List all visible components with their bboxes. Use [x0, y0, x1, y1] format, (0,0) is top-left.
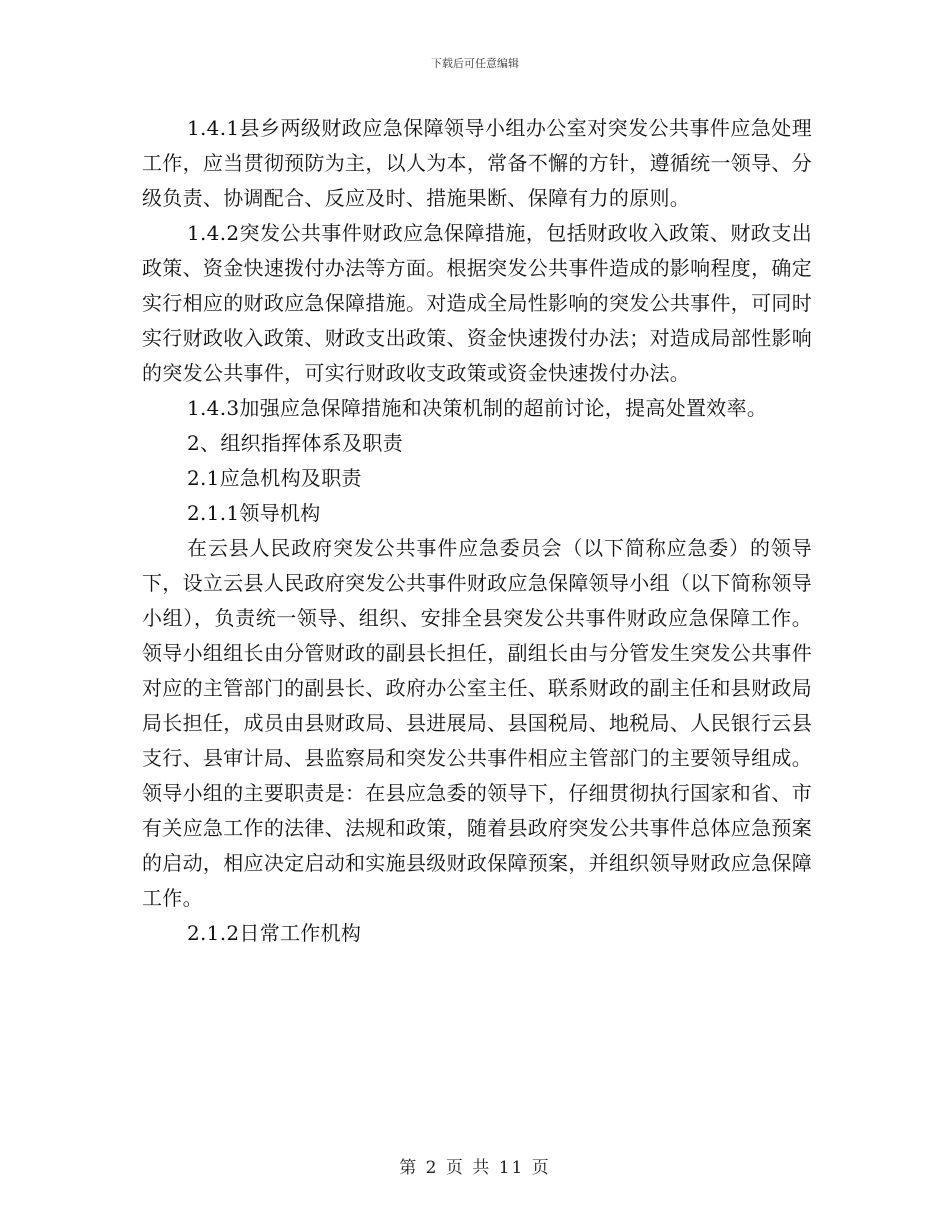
section-heading-2-1-1: 2.1.1领导机构 [187, 501, 321, 525]
paragraph-1-4-2: 1.4.2突发公共事件财政应急保障措施，包括财政收入政策、财政支出政策、资金快速拨付办法等方面。根据突发公共事件造成的影响程度，确定实行相应的财政应急保障措施。对造成全局性影响的突发公共事件，可同时实行财政收入政策、财政支出政策、资金快速拨付办法；对造成局部性影响的突发公共事件，可实行财政收支政策或资金快速拨付办法。 [142, 221, 812, 385]
section-heading-2-1: 2.1应急机构及职责 [187, 466, 362, 490]
header-note: 下载后可任意编辑 [431, 57, 519, 70]
section-heading-2-1-2: 2.1.2日常工作机构 [187, 921, 362, 945]
section-heading-2: 2、组织指挥体系及职责 [187, 431, 404, 455]
paragraph-leadership: 在云县人民政府突发公共事件应急委员会（以下简称应急委）的领导下，设立云县人民政府突发公共事件财政应急保障领导小组（以下简称领导小组），负责统一领导、组织、安排全县突发公共事件财政应急保障工作。领导小组组长由分管财政的副县长担任，副组长由与分管发生突发公共事件对应的主管部门的副县长、政府办公室主任、联系财政的副主任和县财政局局长担任，成员由县财政局、县进展局、县国税局、地税局、人民银行云县支行、县审计局、县监察局和突发公共事件相应主管部门的主要领导组成。领导小组的主要职责是：在县应急委的领导下，仔细贯彻执行国家和省、市有关应急工作的法律、法规和政策，随着县政府突发公共事件总体应急预案的启动，相应决定启动和实施县级财政保障预案，并组织领导财政应急保障工作。 [142, 536, 812, 910]
footer-middle: 页 共 [445, 1158, 492, 1178]
footer-prefix: 第 [399, 1158, 419, 1178]
page-footer [0, 1153, 950, 1178]
paragraph-1-4-1: 1.4.1县乡两级财政应急保障领导小组办公室对突发公共事件应急处理工作，应当贯彻预防为主，以人为本，常备不懈的方针，遵循统一领导、分级负责、协调配合、反应及时、措施果断、保障有力的原则。 [142, 116, 812, 210]
paragraph-1-4-3: 1.4.3加强应急保障措施和决策机制的超前讨论，提高处置效率。 [187, 396, 768, 420]
footer-page-number: 2 [425, 1158, 439, 1178]
footer-page-total: 11 [498, 1158, 525, 1178]
footer-suffix: 页 [531, 1158, 551, 1178]
document-body [142, 111, 812, 951]
